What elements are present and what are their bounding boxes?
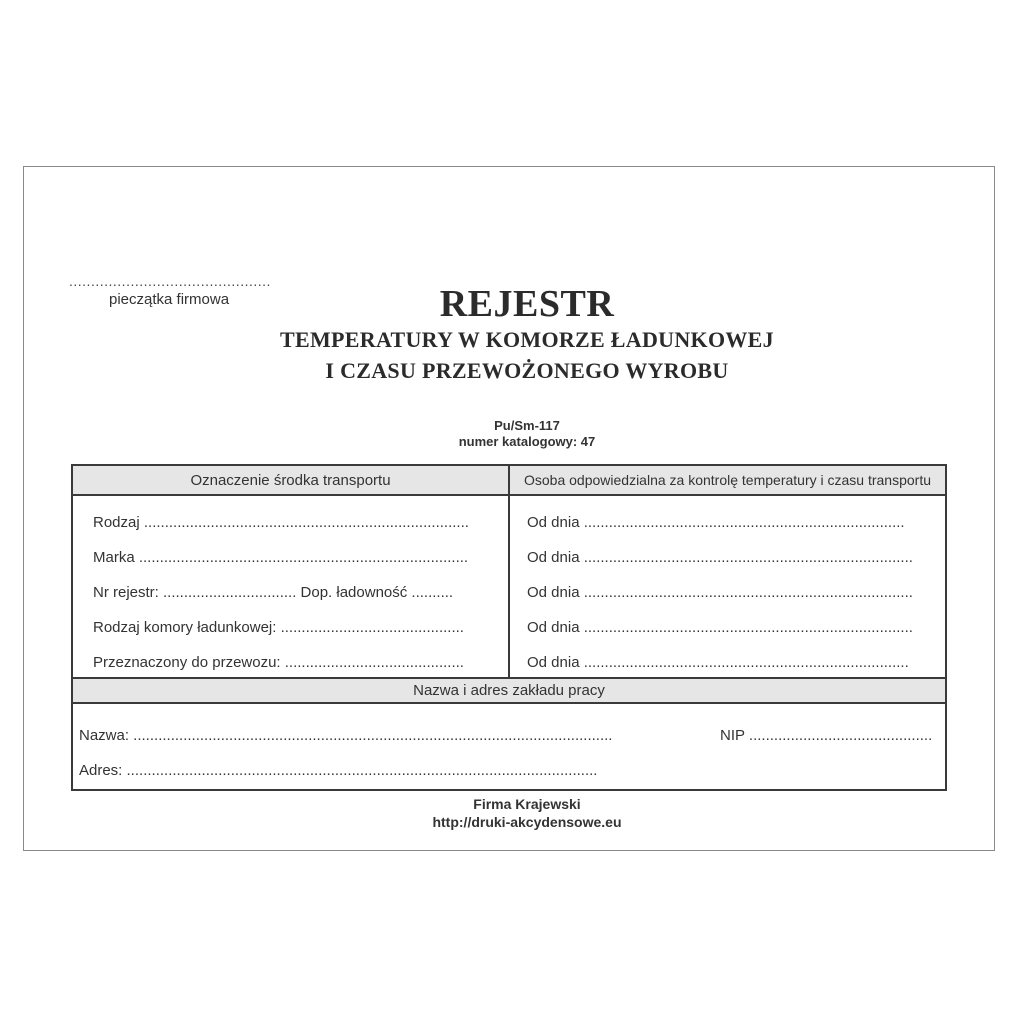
document-subtitle-line-1: TEMPERATURY W KOMORZE ŁADUNKOWEJ — [280, 327, 774, 352]
document-title: REJESTR — [439, 283, 615, 325]
column-divider — [508, 466, 510, 677]
registration-capacity-field: Nr rejestr: ................................ Dop. ładowność .......... — [93, 584, 454, 601]
responsible-person-header: Osoba odpowiedzialna za kontrolę temperatury i czasu transportu — [524, 472, 931, 488]
from-date-field-4: Od dnia ............................................................................... — [527, 619, 913, 636]
from-date-field-1: Od dnia ............................................................................. — [527, 514, 905, 531]
stamp-label: pieczątka firmowa — [109, 291, 230, 308]
vehicle-brand-field: Marka ............................................................................... — [93, 549, 469, 566]
intended-cargo-field: Przeznaczony do przewozu: ........................................... — [93, 654, 464, 671]
nip-field: NIP ............................................ — [720, 727, 933, 744]
from-date-field-5: Od dnia .............................................................................. — [527, 654, 909, 671]
address-field: Adres: ................................................................................................................. — [79, 762, 598, 779]
transport-means-header: Oznaczenie środka transportu — [190, 471, 391, 489]
vehicle-type-field: Rodzaj .............................................................................. — [93, 514, 469, 531]
from-date-field-2: Od dnia ............................................................................... — [527, 549, 913, 566]
cargo-chamber-type-field: Rodzaj komory ładunkowej: ............................................ — [93, 619, 464, 636]
publisher-url: http://druki-akcydensowe.eu — [432, 814, 622, 830]
form-code: Pu/Sm-117 — [494, 418, 560, 433]
stamp-dotted-line: .............................................. — [69, 273, 271, 289]
form-table — [71, 464, 947, 791]
company-name-field: Nazwa: ................................................................................................................... — [79, 727, 613, 744]
catalog-number: numer katalogowy: 47 — [458, 434, 596, 449]
workplace-section-header: Nazwa i adres zakładu pracy — [73, 677, 945, 704]
document-subtitle-line-2: I CZASU PRZEWOŻONEGO WYROBU — [325, 358, 729, 383]
from-date-field-3: Od dnia ............................................................................... — [527, 584, 913, 601]
publisher-name: Firma Krajewski — [473, 796, 581, 812]
